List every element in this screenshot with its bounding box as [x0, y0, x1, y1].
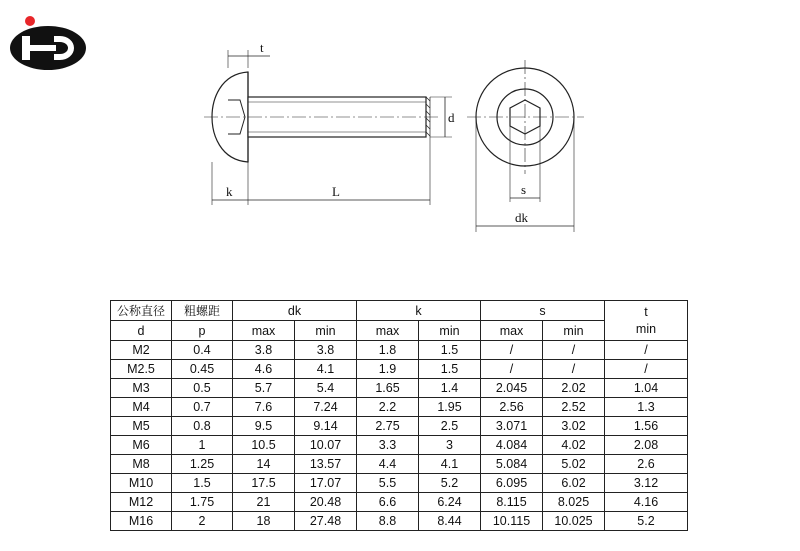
table-cell: M8 [111, 455, 172, 474]
table-cell: 3.071 [481, 417, 543, 436]
header-nominal-diameter: 公称直径 [111, 301, 172, 321]
table-cell: 17.5 [233, 474, 295, 493]
table-cell: M10 [111, 474, 172, 493]
table-cell: 8.115 [481, 493, 543, 512]
table-cell: 0.45 [172, 360, 233, 379]
table-cell: 9.14 [295, 417, 357, 436]
label-L: L [332, 184, 340, 199]
header-s: s [481, 301, 605, 321]
table-body [111, 341, 688, 531]
table-cell: / [481, 341, 543, 360]
table-cell: 1.25 [172, 455, 233, 474]
table-cell: 3.12 [605, 474, 688, 493]
table-cell: 6.6 [357, 493, 419, 512]
table-cell: 2.2 [357, 398, 419, 417]
table-cell: 10.5 [233, 436, 295, 455]
table-cell: M3 [111, 379, 172, 398]
table-cell: 5.2 [605, 512, 688, 531]
header-k: k [357, 301, 481, 321]
table-cell: 2.5 [419, 417, 481, 436]
table-cell: 0.8 [172, 417, 233, 436]
subheader-max: max [481, 321, 543, 341]
table-cell: / [605, 341, 688, 360]
dimension-spec-table [110, 300, 688, 531]
table-cell: 0.7 [172, 398, 233, 417]
subheader-max: max [233, 321, 295, 341]
table-cell: 2.08 [605, 436, 688, 455]
table-cell: 18 [233, 512, 295, 531]
table-cell: 4.6 [233, 360, 295, 379]
table-cell: 4.4 [357, 455, 419, 474]
table-cell: 1.5 [172, 474, 233, 493]
table-cell: 14 [233, 455, 295, 474]
table-cell: 7.24 [295, 398, 357, 417]
table-cell: 7.6 [233, 398, 295, 417]
table-cell: 6.02 [543, 474, 605, 493]
table-cell: 0.4 [172, 341, 233, 360]
table-cell: 2.52 [543, 398, 605, 417]
table-cell: 4.1 [295, 360, 357, 379]
table-cell: 0.5 [172, 379, 233, 398]
table-cell: / [543, 341, 605, 360]
table-cell: 1.8 [357, 341, 419, 360]
table-cell: 1.95 [419, 398, 481, 417]
table-cell: M5 [111, 417, 172, 436]
table-cell: 4.1 [419, 455, 481, 474]
table-cell: 2 [172, 512, 233, 531]
table-cell: 3.8 [233, 341, 295, 360]
table-cell: M6 [111, 436, 172, 455]
table-cell: 6.095 [481, 474, 543, 493]
table-cell: 5.4 [295, 379, 357, 398]
header-t: t min [605, 301, 688, 341]
table-cell: / [481, 360, 543, 379]
header-p: p [172, 321, 233, 341]
table-cell: M4 [111, 398, 172, 417]
table-cell: 3.3 [357, 436, 419, 455]
label-d: d [448, 110, 455, 125]
table-cell: 1.5 [419, 360, 481, 379]
table-row [111, 474, 688, 493]
table-subheader-row [111, 321, 688, 341]
table-cell: 3.8 [295, 341, 357, 360]
label-t: t [260, 40, 264, 55]
table-cell: 3 [419, 436, 481, 455]
table-cell: 5.5 [357, 474, 419, 493]
label-dk: dk [515, 210, 528, 225]
table-row [111, 455, 688, 474]
table-row [111, 398, 688, 417]
subheader-min: min [419, 321, 481, 341]
header-dk: dk [233, 301, 357, 321]
subheader-max: max [357, 321, 419, 341]
label-s: s [521, 182, 527, 197]
table-cell: M12 [111, 493, 172, 512]
table-row [111, 512, 688, 531]
table-cell: 10.07 [295, 436, 357, 455]
table-cell: 2.045 [481, 379, 543, 398]
table-cell: 17.07 [295, 474, 357, 493]
table-cell: 1.56 [605, 417, 688, 436]
table-cell: 2.6 [605, 455, 688, 474]
subheader-min: min [295, 321, 357, 341]
table-cell: 8.44 [419, 512, 481, 531]
table-cell: 2.02 [543, 379, 605, 398]
table-cell: 8.025 [543, 493, 605, 512]
table-cell: 1.65 [357, 379, 419, 398]
table-cell: 20.48 [295, 493, 357, 512]
table-cell: 4.084 [481, 436, 543, 455]
table-cell: 13.57 [295, 455, 357, 474]
table-cell: 2.75 [357, 417, 419, 436]
table-row [111, 379, 688, 398]
label-k: k [226, 184, 233, 199]
table-cell: 1 [172, 436, 233, 455]
logo-red-dot [25, 16, 35, 26]
table-cell: 6.24 [419, 493, 481, 512]
table-cell: 1.75 [172, 493, 233, 512]
table-row [111, 360, 688, 379]
table-row [111, 341, 688, 360]
header-d: d [111, 321, 172, 341]
table-cell: 4.02 [543, 436, 605, 455]
table-cell: 1.9 [357, 360, 419, 379]
table-cell: 5.2 [419, 474, 481, 493]
table-cell: 9.5 [233, 417, 295, 436]
table-cell: 5.02 [543, 455, 605, 474]
table-row [111, 417, 688, 436]
table-cell: 5.084 [481, 455, 543, 474]
brand-logo [8, 8, 88, 72]
table-cell: 1.4 [419, 379, 481, 398]
table-cell: 10.115 [481, 512, 543, 531]
table-row [111, 436, 688, 455]
table-header-row [111, 301, 688, 321]
header-coarse-pitch: 粗螺距 [172, 301, 233, 321]
table-cell: / [543, 360, 605, 379]
table-cell: M2.5 [111, 360, 172, 379]
table-cell: 2.56 [481, 398, 543, 417]
table-cell: 1.3 [605, 398, 688, 417]
table-cell: 10.025 [543, 512, 605, 531]
table-row [111, 493, 688, 512]
table-cell: 21 [233, 493, 295, 512]
table-cell: 5.7 [233, 379, 295, 398]
subheader-min: min [543, 321, 605, 341]
screw-technical-drawing [190, 40, 600, 240]
table-cell: M16 [111, 512, 172, 531]
table-cell: 27.48 [295, 512, 357, 531]
table-cell: / [605, 360, 688, 379]
table-cell: M2 [111, 341, 172, 360]
table-cell: 1.04 [605, 379, 688, 398]
table-cell: 4.16 [605, 493, 688, 512]
table-cell: 3.02 [543, 417, 605, 436]
table-cell: 1.5 [419, 341, 481, 360]
table-cell: 8.8 [357, 512, 419, 531]
